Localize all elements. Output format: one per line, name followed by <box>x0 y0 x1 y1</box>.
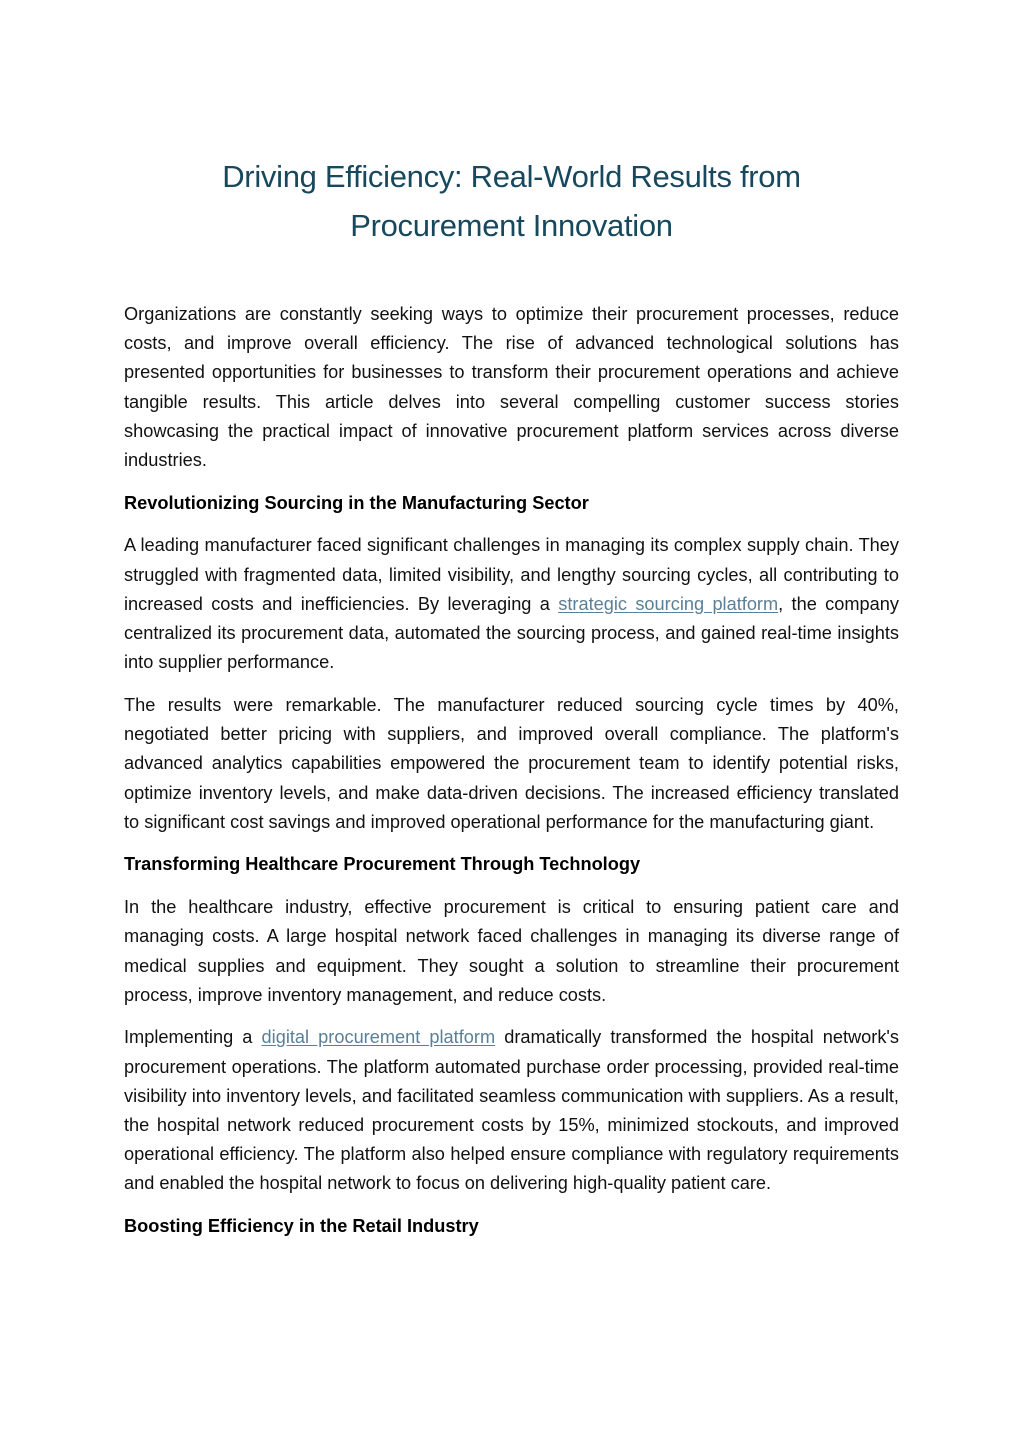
manufacturing-paragraph-2: The results were remarkable. The manufacturer reduced sourcing cycle times by 40%, negotiated better pricing with suppliers, and improved overall compliance. The platform's advanced analytics capabilities empowered the procurement team to identify potential risks, optimize inventory levels, and make data-driven decisions. The increased efficiency translated to significant cost savings and improved operational performance for the manufacturing giant. <box>124 694 899 832</box>
healthcare-paragraph-1: In the healthcare industry, effective procurement is critical to ensuring patient care and managing costs. A large hospital network faced challenges in managing its diverse range of medical supplies and equipment. They sought a solution to streamline their procurement process, improve inventory management, and reduce costs. <box>124 897 899 1005</box>
manufacturing-text-before-link: A leading manufacturer faced significant challenges in managing its complex supply chain. They struggled with fragmented data, limited visibility, and lengthy sourcing cycles, all contributing to increased costs and inefficiencies. By leveraging a <box>124 535 899 614</box>
healthcare-text-before-link: Implementing a <box>124 1027 262 1048</box>
healthcare-text-after-link: dramatically transformed the hospital network's procurement operations. The platform automated purchase order processing, provided real-time visibility into inventory levels, and facilitated seamless communication with suppliers. As a result, the hospital network reduced procurement costs by 15%, minimized stockouts, and improved operational efficiency. The platform also helped ensure compliance with regulatory requirements and enabled the hospital network to focus on delivering high-quality patient care. <box>124 1027 899 1194</box>
manufacturing-paragraph-1 <box>124 531 899 677</box>
manufacturing-text-after-link: , the company centralized its procurement data, automated the sourcing process, and gained real-time insights into supplier performance. <box>124 593 899 673</box>
document-body <box>124 300 899 1255</box>
section-heading-healthcare: Transforming Healthcare Procurement Through Technology <box>124 854 641 875</box>
intro-paragraph: Organizations are constantly seeking ways to optimize their procurement processes, reduce costs, and improve overall efficiency. The rise of advanced technological solutions has presented opportunities for businesses to transform their procurement operations and achieve tangible results. This article delves into several compelling customer success stories showcasing the practical impact of innovative procurement platform services across diverse industries. <box>124 304 899 471</box>
section-heading-manufacturing: Revolutionizing Sourcing in the Manufacturing Sector <box>124 492 589 513</box>
strategic-sourcing-platform-link[interactable]: strategic sourcing platform <box>558 593 779 614</box>
document-title: Driving Efficiency: Real-World Results from Procurement Innovation <box>222 159 801 243</box>
section-heading-retail: Boosting Efficiency in the Retail Industry <box>124 1216 479 1237</box>
digital-procurement-platform-link[interactable]: digital procurement platform <box>261 1027 496 1048</box>
healthcare-paragraph-2 <box>124 1023 899 1198</box>
